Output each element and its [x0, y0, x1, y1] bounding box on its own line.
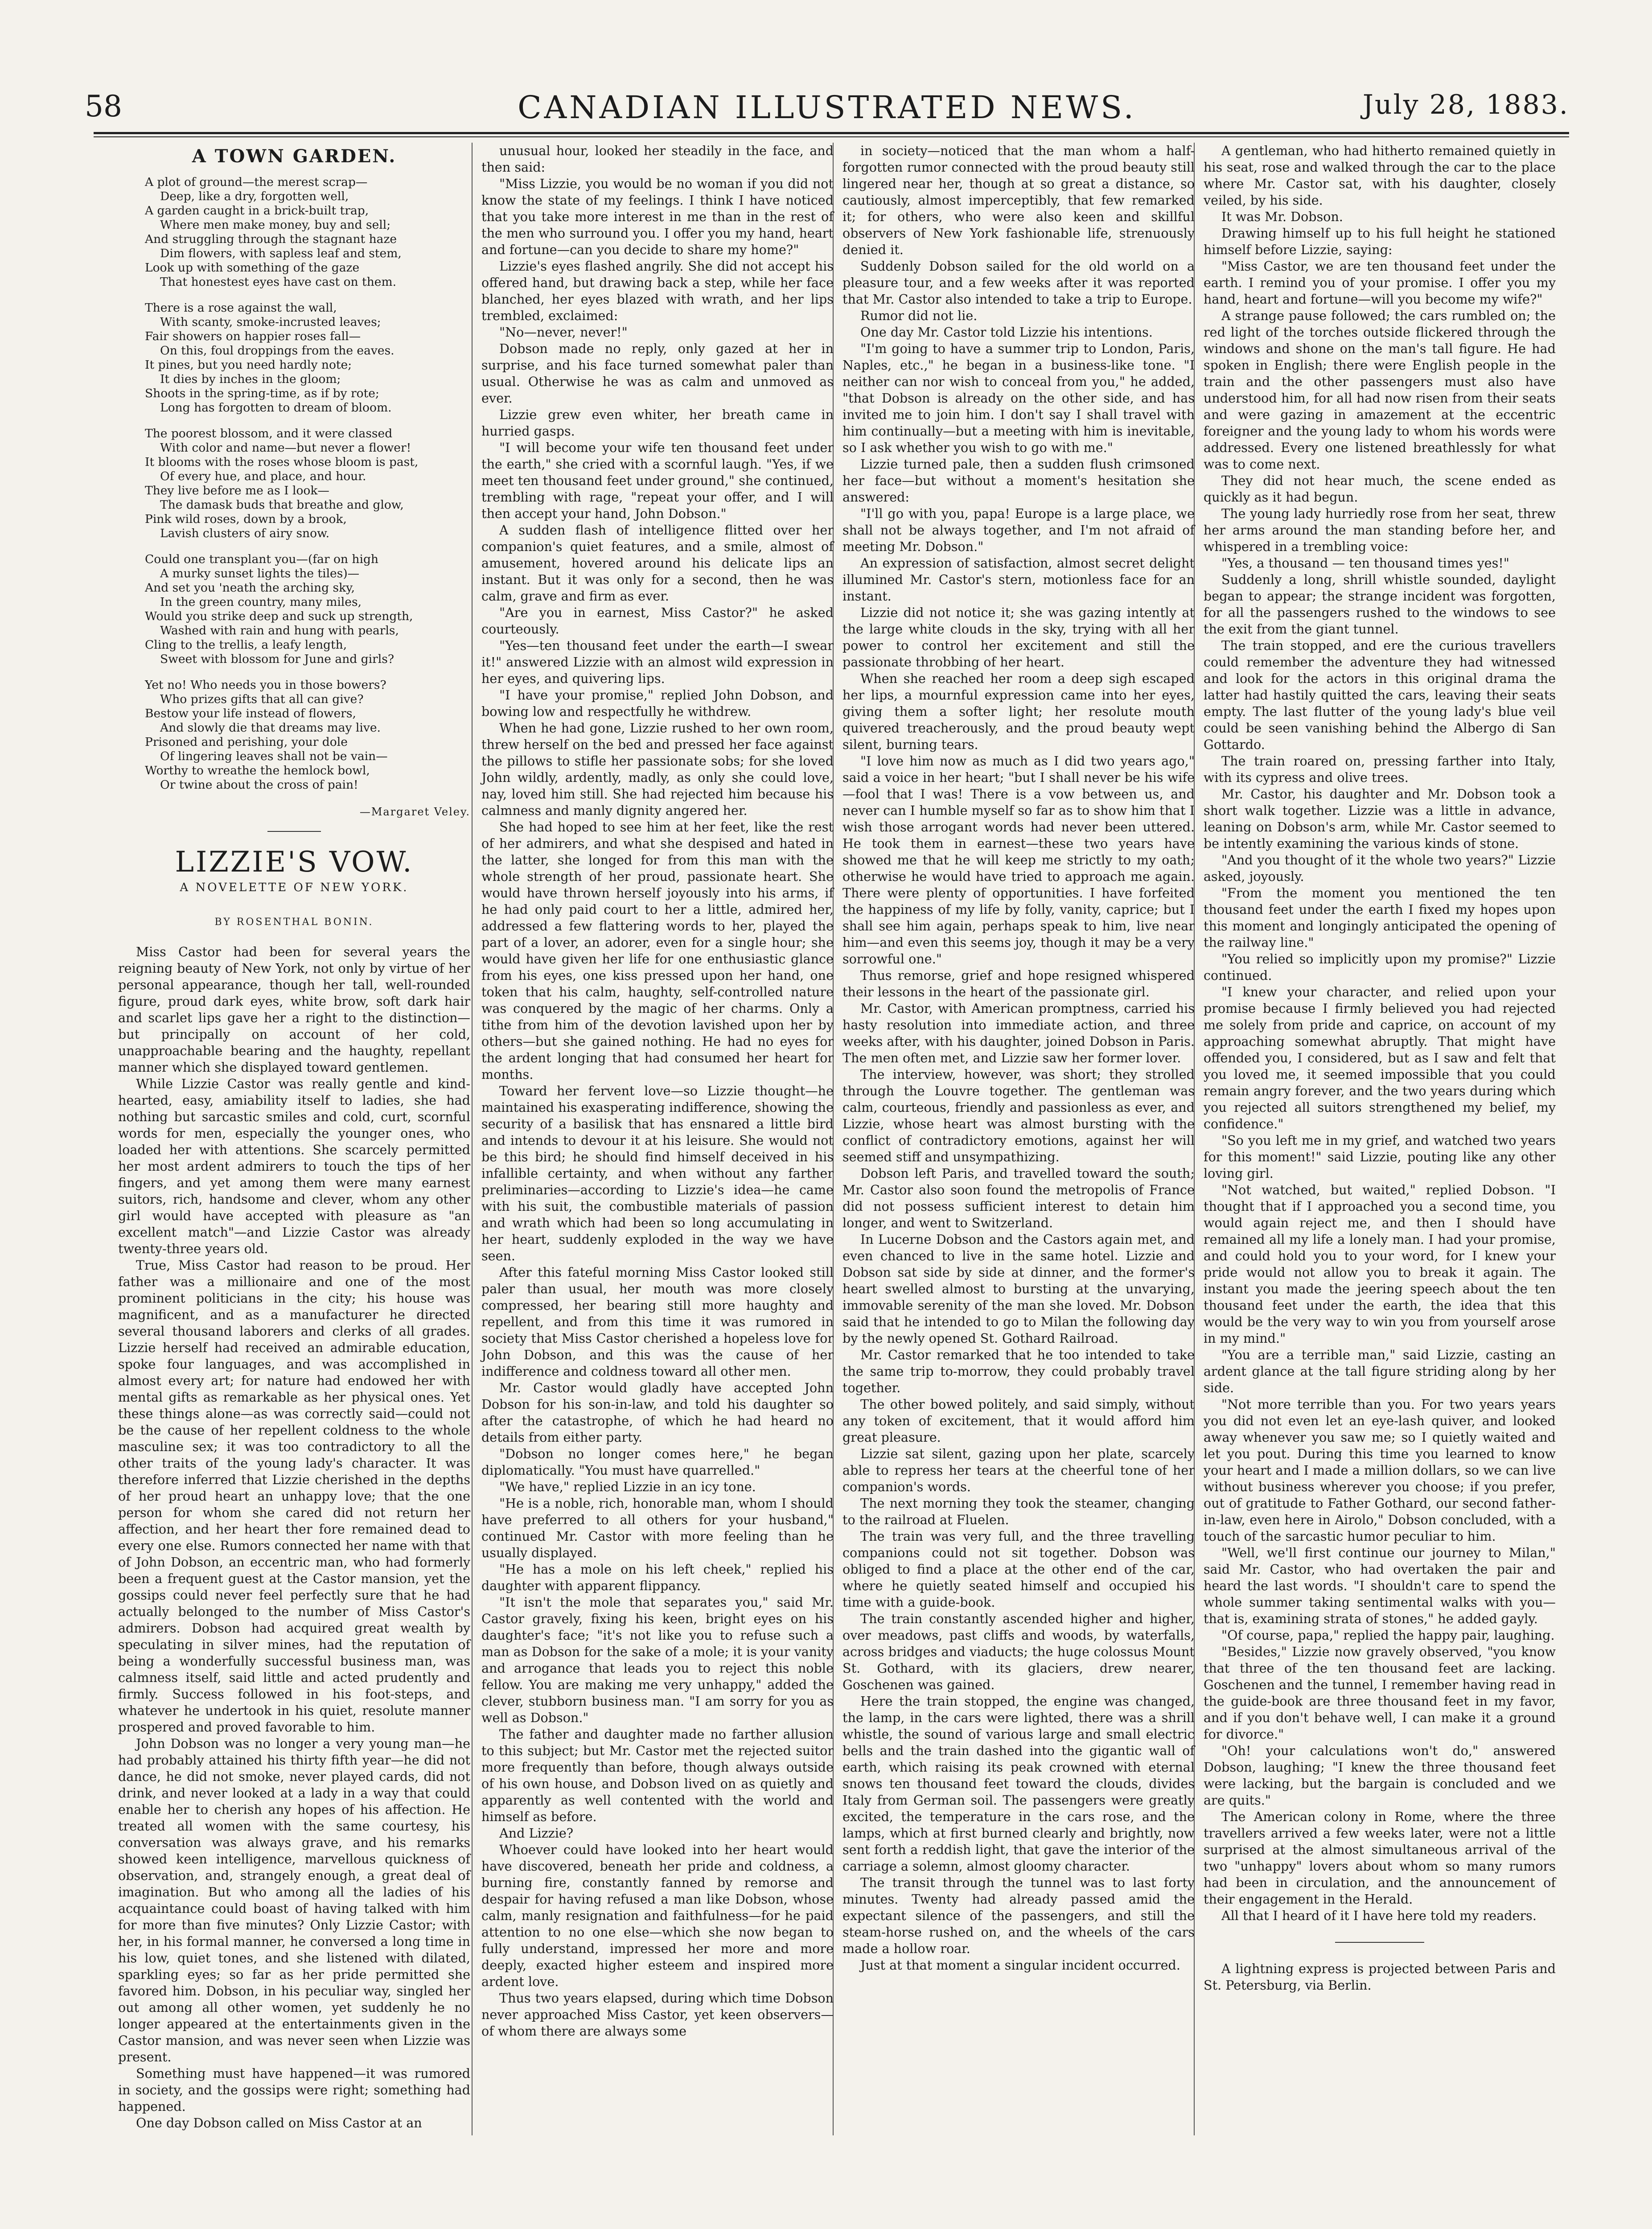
story-paragraph: One day Dobson called on Miss Castor at an — [136, 2115, 422, 2130]
story-paragraph: In Lucerne Dobson and the Castors again met, and even chanced to live in the same hotel. Lizzie and Dobson sat side by side at dinner, and the former's heart swelled almost to bursting at the unvarying, immovable serenity of the man she loved. Mr. Dobson said that he intended to go to Milan the following day by the newly opened St. Gothard Railroad. — [842, 1232, 1195, 1346]
story-paragraph: John Dobson was no longer a very young man—he had probably attained his thirty fifth year—he did not dance, he did not smoke, never played cards, did not drink, and never looked at a lady in a way that could enable her to cherish any hopes of his affection. He treated all women with the same courtesy, his conversation was always grave, and his remarks showed keen intelligence, marvellous quickness of observation, and, strangely enough, a great deal of imagination. But who among all the ladies of his acquaintance could boast of having talked with him for more than five minutes? Only Lizzie Castor; with her, in his formal manner, he conversed a long time in his low, quiet tones, and she listened with dilated, sparkling eyes; so far as her pride permitted she favored him. Dobson, in his peculiar way, singled her out among all other women, yet suddenly he no longer appeared at the entertainments given in the Castor mansion, and was never seen when Lizzie was present. — [118, 1736, 470, 2064]
story-paragraph: "Dobson no longer comes here," he began diplomatically. "You must have quarrelled." — [481, 1446, 834, 1478]
story-paragraph: Suddenly a long, shrill whistle sounded, daylight began to appear; the strange incident was forgotten, for all the passengers rushed to the windows to see the exit from the giant tunnel. — [1204, 572, 1556, 637]
story-paragraph: The other bowed politely, and said simply, without any token of excitement, that it would afford him great pleasure. — [842, 1397, 1195, 1445]
story-paragraph: Lizzie turned pale, then a sudden flush crimsoned her face—but without a moment's hesitation she answered: — [842, 456, 1195, 505]
story-paragraph: "I knew your character, and relied upon your promise because I firmly believed you had rejected me solely from pride and caprice, on account of my approaching somewhat abruptly. That might have offended you, I considered, but as I saw and felt that you loved me, it seemed impossible that you could remain angry forever, and the two years during which you rejected all suitors strengthened my belief, my confidence." — [1204, 984, 1556, 1131]
story-paragraph: While Lizzie Castor was really gentle and kind-hearted, easy, amiability itself to ladies, she had nothing but sarcastic smiles and cold, curt, scornful words for men, especially the younger ones, who loaded her with attentions. She scarcely permitted her most ardent admirers to touch the tips of her fingers, and yet among them were many earnest suitors, rich, handsome and clever, whom any other girl would have accepted with pleasure as "an excellent match"—and Lizzie Castor was already twenty-three years old. — [118, 1076, 470, 1256]
poem-line: It blooms with the roses whose bloom is past, — [145, 455, 419, 469]
poem-line: And slowly die that dreams may live. — [160, 721, 381, 735]
story-paragraph: After this fateful morning Miss Castor looked still paler than usual, her mouth was more closely compressed, her bearing still more haughty and repellent, and from this time it was rumored in society that Miss Castor cherished a hopeless love for John Dobson, and this was the cause of her indifference and coldness toward all other men. — [481, 1265, 834, 1379]
story-subtitle: A NOVELETTE OF NEW YORK. — [180, 881, 409, 894]
story-paragraph: Rumor did not lie. — [860, 308, 978, 323]
story-paragraph: "Yes, a thousand — ten thousand times yes!" — [1221, 555, 1510, 571]
poem-line: Could one transplant you—(far on high — [145, 552, 378, 566]
story-paragraph: "You relied so implicitly upon my promise?" Lizzie continued. — [1204, 951, 1556, 983]
story-paragraph: Thus two years elapsed, during which time Dobson never approached Miss Castor, yet keen observers—of whom there are always some — [481, 1990, 834, 2039]
story-title: LIZZIE'S VOW. — [175, 846, 414, 879]
story-paragraph: The train was very full, and the three travelling companions could not sit together. Dobson was obliged to find a place at the other end of the car, where he quietly seated himself and occupied his time with a guide-book. — [842, 1529, 1195, 1610]
story-paragraph: Mr. Castor would gladly have accepted John Dobson for his son-in-law, and told his daughter so after the catastrophe, of which he had heard no details from either party. — [481, 1380, 834, 1445]
story-paragraph: "I'll go with you, papa! Europe is a large place, we shall not be always together, and I'm not afraid of meeting Mr. Dobson." — [842, 506, 1195, 554]
poem-line: Fair showers on happier roses fall— — [145, 329, 361, 343]
story-paragraph: Dobson made no reply, only gazed at her in surprise, and his face turned somewhat paler than usual. Otherwise he was as calm and unmoved as ever. — [481, 341, 834, 406]
poem-line: Lavish clusters of airy snow. — [160, 526, 330, 540]
column-4 — [1204, 143, 1556, 1994]
poem-stanza — [145, 427, 470, 541]
poem-line: It dies by inches in the gloom; — [160, 372, 341, 386]
poem-line: With scanty, smoke-incrusted leaves; — [160, 315, 381, 329]
header-rule-top — [94, 132, 1569, 134]
news-note-text: A lightning express is projected between Paris and St. Petersburg, via Berlin. — [1204, 1961, 1556, 1993]
story-paragraph: Lizzie's eyes flashed angrily. She did not accept his offered hand, but drawing back a step, while her face blanched, her eyes blazed with wrath, and her lips trembled, exclaimed: — [481, 259, 834, 323]
story-paragraph: "It isn't the mole that separates you," said Mr. Castor gravely, fixing his keen, bright eyes on his daughter's face; "it's not like you to refuse such a man as Dobson for the sake of a mole; it is your vanity and arrogance that leads you to reject this noble fellow. You are making me very unhappy," added the clever, stubborn business man. "I am sorry for you as well as Dobson." — [481, 1595, 834, 1725]
poem-line: There is a rose against the wall, — [145, 301, 337, 315]
poem-line: Pink wild roses, down by a brook, — [145, 512, 347, 526]
poem-line: Would you strike deep and suck up strength, — [145, 609, 413, 623]
section-divider — [1335, 1942, 1424, 1943]
story-paragraph: "Not watched, but waited," replied Dobson. "I thought that if I approached you a second time, you would again reject me, and then I should have remained all my life a lonely man. I had your promise, and could hold you to your word, for I knew your pride would not allow you to break it again. The instant you made the jeering speech about the ten thousand feet under the earth, the idea that this would be the very way to win you from yourself arose in my mind." — [1204, 1182, 1556, 1346]
poem-line: Yet no! Who needs you in those bowers? — [145, 678, 386, 692]
poem-line: In the green country, many miles, — [160, 595, 362, 609]
story-paragraph: Mr. Castor, his daughter and Mr. Dobson took a short walk together. Lizzie was a little in advance, leaning on Dobson's arm, while Mr. Castor seemed to be intently examining the various kinds of stone. — [1204, 786, 1556, 851]
column-divider — [472, 143, 473, 2135]
story-paragraph: Dobson left Paris, and travelled toward the south; Mr. Castor also soon found the metropolis of France did not possess sufficient interest to detain him longer, and went to Switzerland. — [842, 1166, 1195, 1230]
story-paragraph: "I'm going to have a summer trip to London, Paris, Naples, etc.," he began in a business-like tone. "I neither can nor wish to conceal from you," he added, "that Dobson is already on the other side, and has invited me to join him. I don't say I shall travel with him continually—but a meeting with him is inevitable, so I ask whether you wish to go with me." — [842, 341, 1195, 455]
story-paragraph: "He has a mole on his left cheek," replied his daughter with apparent flippancy. — [481, 1562, 834, 1593]
story-text-col4 — [1204, 143, 1556, 1924]
story-paragraph: An expression of satisfaction, almost secret delight illumined Mr. Castor's stern, motionless face for an instant. — [842, 555, 1195, 604]
story-paragraph: "I love him now as much as I did two years ago," said a voice in her heart; "but I shall never be his wife—fool that I was! There is a vow between us, and never can I humble myself so far as to show him that I wish those arrogant words had never been uttered. He took them in earnest—these two years have showed me that he will keep me strictly to my oath; otherwise he would have tried to approach me again. There were plenty of opportunities. I have forfeited the happiness of my life by folly, vanity, caprice; but I shall see him again, perhaps speak to him, live near him—and even this seems joy, though it may be a very sorrowful one." — [842, 753, 1195, 966]
poem-stanza — [145, 301, 470, 415]
column-3 — [842, 143, 1195, 1974]
header-rule-bottom — [94, 136, 1569, 137]
poem-line: A plot of ground—the merest scrap— — [145, 175, 368, 189]
story-paragraph: She had hoped to see him at her feet, like the rest of her admirers, and what she despised and hated in the latter, she longed for from this man with the whole strength of her proud, passionate heart. She would have thrown herself joyously into his arms, if he had only paid court to her a little, admired her, addressed a few flattering words to her, played the part of a lover, an adorer, even for a single hour; she would have given her life for one enthusiastic glance from his eyes, one kiss pressed upon her hand, one token that his calm, haughty, self-controlled nature was conquered by the magic of her charms. Only a tithe from him of the devotion lavished upon her by others—but she gained nothing. He had no eyes for the ardent longing that had consumed her heart for months. — [481, 819, 834, 1082]
poem-body — [118, 175, 470, 792]
story-paragraph: "You are a terrible man," said Lizzie, casting an ardent glance at the tall figure striding along by her side. — [1204, 1347, 1556, 1395]
poem-line: Or twine about the cross of pain! — [160, 778, 358, 792]
poem-line: A murky sunset lights the tiles)— — [160, 567, 360, 580]
poem-line: It pines, but you need hardly note; — [145, 358, 352, 372]
poem-line: And struggling through the stagnant haze — [145, 232, 397, 246]
poem-line: With color and name—but never a flower! — [160, 441, 411, 455]
poem-line: Who prizes gifts that all can give? — [160, 692, 364, 706]
story-paragraph: The young lady hurriedly rose from her seat, threw her arms around the man standing before her, and whispered in a trembling voice: — [1204, 506, 1556, 554]
poem-line: Deep, like a dry, forgotten well, — [160, 189, 349, 203]
poem-author: —Margaret Veley. — [359, 806, 470, 818]
story-paragraph: "Miss Castor, we are ten thousand feet under the earth. I remind you of your promise. I offer you my hand, heart and fortune—will you become my wife?" — [1204, 259, 1556, 307]
story-paragraph: Something must have happened—it was rumored in society, and the gossips were right; something had happened. — [118, 2066, 470, 2114]
story-paragraph: "Yes—ten thousand feet under the earth—I swear it!" answered Lizzie with an almost wild expression in her eyes, and quivering lips. — [481, 638, 834, 686]
story-paragraph: Drawing himself up to his full height he stationed himself before Lizzie, saying: — [1204, 226, 1556, 257]
story-paragraph: The train constantly ascended higher and higher, over meadows, past cliffs and woods, by waterfalls, across bridges and viaducts; the huge colossus Mount St. Gothard, with its glaciers, drew nearer, Goschenen was gained. — [842, 1611, 1195, 1692]
poem-line: Where men make money, buy and sell; — [160, 218, 391, 232]
story-paragraph: "No—never, never!" — [499, 325, 628, 340]
story-paragraph: Mr. Castor, with American promptness, carried his hasty resolution into immediate action, and three weeks after, with his daughter, joined Dobson in Paris. The men often met, and Lizzie saw her former lover. — [842, 1001, 1195, 1065]
story-paragraph: Lizzie did not notice it; she was gazing intently at the large white clouds in the sky, trying with all her power to control her excitement and still the passionate throbbing of her heart. — [842, 605, 1195, 670]
poem-stanza — [145, 175, 470, 289]
story-paragraph: "I will become your wife ten thousand feet under the earth," she cried with a scornful laugh. "Yes, if we meet ten thousand feet under ground," she continued, trembling with rage, "repeat your offer, and I will then accept your hand, John Dobson." — [481, 440, 834, 521]
story-paragraph: The next morning they took the steamer, changing to the railroad at Fluelen. — [842, 1496, 1195, 1527]
poem-line: Bestow your life instead of flowers, — [145, 707, 356, 720]
story-paragraph: "Of course, papa," replied the happy pair, laughing. — [1221, 1628, 1555, 1643]
story-paragraph: A strange pause followed; the cars rumbled on; the red light of the torches outside flickered through the windows and shone on the man's tall figure. He had spoken in English; there were English people in the train and the other passengers must also have understood him, for all had now risen from their seats and were gazing in amazement at the eccentric foreigner and the young lady to whom his words were addressed. Every one listened breathlessly for what was to come next. — [1204, 308, 1556, 472]
poem-stanza — [145, 552, 470, 666]
story-paragraph: in society—noticed that the man whom a half-forgotten rumor connected with the proud beauty still lingered near her, though at so great a distance, so cautiously, almost imperceptibly, that few remarked it; for others, who were also keen and skillful observers of New York fashionable life, strenuously denied it. — [842, 143, 1195, 257]
story-paragraph: And Lizzie? — [499, 1826, 574, 1841]
newspaper-title: CANADIAN ILLUSTRATED NEWS. — [518, 89, 1136, 126]
poem-line: On this, foul droppings from the eaves. — [160, 344, 395, 358]
story-paragraph: A gentleman, who had hitherto remained quietly in his seat, rose and walked through the car to the place where Mr. Castor sat, with his daughter, closely veiled, by his side. — [1204, 143, 1556, 208]
story-text-col2 — [481, 143, 834, 2040]
story-paragraph: Mr. Castor remarked that he too intended to take the same trip to-morrow, they could probably travel together. — [842, 1347, 1195, 1395]
poem-line: They live before me as I look— — [145, 484, 329, 498]
poem-line: The poorest blossom, and it were classed — [145, 427, 393, 440]
story-paragraph: "Not more terrible than you. For two years years you did not even let an eye-lash quiver, and looked away whenever you saw me; so I quietly waited and let you pout. During this time you learned to know your heart and I made a million dollars, so we can live without business wherever you choose; if you prefer, out of gratitude to Father Gothard, our second father-in-law, even here in Airolo," Dobson concluded, with a touch of the sarcastic humor peculiar to him. — [1204, 1397, 1556, 1544]
poem-line: Of lingering leaves shall not be vain— — [160, 749, 388, 763]
story-paragraph: The transit through the tunnel was to last forty minutes. Twenty had already passed amid the expectant silence of the passengers, and still the steam-horse rushed on, and the wheels of the cars made a hollow roar. — [842, 1875, 1195, 1956]
story-paragraph: The train roared on, pressing farther into Italy, with its cypress and olive trees. — [1204, 753, 1556, 785]
story-paragraph: "From the moment you mentioned the ten thousand feet under the earth I fixed my hopes upon this moment and longingly anticipated the opening of the railway line." — [1204, 885, 1556, 950]
story-paragraph: Just at that moment a singular incident occurred. — [860, 1958, 1180, 1973]
column-2 — [481, 143, 834, 2040]
story-paragraph: The American colony in Rome, where the three travellers arrived a few weeks later, were not a little surprised at the almost simultaneous arrival of the two "unhappy" lovers about whom so many rumors had been in circulation, and the announcement of their engagement in the Herald. — [1204, 1809, 1556, 1907]
story-paragraph: "He is a noble, rich, honorable man, whom I should have preferred to all others for your husband," continued Mr. Castor with more feeling than he usually displayed. — [481, 1496, 834, 1560]
story-paragraph: "I have your promise," replied John Dobson, and bowing low and respectfully he withdrew. — [481, 687, 834, 719]
poem-line: Look up with something of the gaze — [145, 261, 360, 275]
poem-line: Dim flowers, with sapless leaf and stem, — [160, 247, 402, 260]
poem-line: Prisoned and perishing, your dole — [145, 735, 348, 749]
poem-line: A garden caught in a brick-built trap, — [145, 204, 369, 218]
issue-date: July 28, 1883. — [1362, 89, 1569, 120]
story-paragraph: Here the train stopped, the engine was changed, the lamp, in the cars were lighted, there was a shrill whistle, the sound of various large and small electric bells and the train dashed into the gigantic wall of earth, which raising its peak crowned with eternal snows ten thousand feet toward the clouds, divides Italy from German soil. The passengers were greatly excited, the temperature in the cars rose, and the lamps, which at first burned clearly and brightly, now sent forth a reddish light, that gave the interior of the carriage a solemn, almost gloomy character. — [842, 1694, 1195, 1874]
poem-line: Long has forgotten to dream of bloom. — [160, 401, 392, 415]
story-paragraph: "So you left me in my grief, and watched two years for this moment!" said Lizzie, pouting like any other loving girl. — [1204, 1133, 1556, 1181]
story-paragraph: unusual hour, looked her steadily in the face, and then said: — [481, 143, 834, 175]
story-text-col1 — [118, 944, 470, 2131]
page-header — [85, 89, 1569, 129]
section-divider — [267, 831, 321, 832]
story-paragraph: "We have," replied Lizzie in an icy tone. — [499, 1479, 756, 1494]
news-note — [1204, 1961, 1556, 1994]
story-paragraph: It was Mr. Dobson. — [1221, 209, 1343, 224]
story-paragraph: "Besides," Lizzie now gravely observed, "you know that three of the ten thousand feet are lacking. Goschenen and the tunnel, I remember having read in the guide-book are three thousand feet in my favor, and if you don't behave well, I can make it a ground for divorce." — [1204, 1644, 1556, 1742]
poem-line: Worthy to wreathe the hemlock bowl, — [145, 764, 370, 777]
poem-line: Of every hue, and place, and hour. — [160, 469, 366, 483]
story-paragraph: "Well, we'll first continue our journey to Milan," said Mr. Castor, who had overtaken the pair and heard the last words. "I shouldn't care to spend the whole summer taking sentimental walks with you—that is, examining strata of stones," he added gayly. — [1204, 1545, 1556, 1626]
poem-line: Sweet with blossom for June and girls? — [160, 652, 395, 666]
story-paragraph: The train stopped, and ere the curious travellers could remember the adventure they had witnessed and look for the actors in this original drama the latter had hastily quitted the cars, leaving their seats empty. The last flutter of the young lady's blue veil could be seen vanishing behind the Albergo di San Gottardo. — [1204, 638, 1556, 752]
story-paragraph: Thus remorse, grief and hope resigned whispered their lessons in the heart of the passionate girl. — [842, 968, 1195, 999]
story-paragraph: Suddenly Dobson sailed for the old world on a pleasure tour, and a few weeks after it was reported that Mr. Castor also intended to take a trip to Europe. — [842, 259, 1195, 307]
story-paragraph: The father and daughter made no farther allusion to this subject; but Mr. Castor met the rejected suitor more frequently than before, though always outside of his own house, and Dobson lived on as quietly and apparently as well contented with the world and himself as before. — [481, 1727, 834, 1824]
story-paragraph: Lizzie sat silent, gazing upon her plate, scarcely able to repress her tears at the cheerful tone of her companion's words. — [842, 1446, 1195, 1494]
story-paragraph: Lizzie grew even whiter, her breath came in hurried gasps. — [481, 407, 834, 439]
poem-title: A TOWN GARDEN. — [192, 146, 397, 167]
column-1 — [118, 143, 470, 2131]
page-number: 58 — [85, 89, 122, 123]
story-paragraph: They did not hear much, the scene ended as quickly as it had begun. — [1204, 473, 1556, 505]
story-paragraph: All that I heard of it I have here told my readers. — [1221, 1908, 1537, 1923]
story-paragraph: Whoever could have looked into her heart would have discovered, beneath her pride and coldness, a burning fire, constantly fanned by remorse and despair for having refused a man like Dobson, whose calm, manly resignation and faithfulness—for he paid attention to no one else—which she now began to fully understand, impressed her more and more deeply, exacted higher esteem and inspired more ardent love. — [481, 1842, 834, 1989]
poem-line: And set you 'neath the arching sky, — [145, 581, 355, 595]
story-paragraph: "And you thought of it the whole two years?" Lizzie asked, joyously. — [1204, 852, 1556, 884]
poem-line: Cling to the trellis, a leafy length, — [145, 638, 347, 652]
story-paragraph: When she reached her room a deep sigh escaped her lips, a mournful expression came into her eyes, giving them a softer light; her resolute mouth quivered treacherously, and the proud beauty wept silent, burning tears. — [842, 671, 1195, 752]
story-byline: BY ROSENTHAL BONIN. — [214, 917, 374, 928]
story-paragraph: "Oh! your calculations won't do," answered Dobson, laughing; "I knew the three thousand feet were lacking, but the bargain is concluded and we are quits." — [1204, 1743, 1556, 1808]
poem-stanza — [145, 678, 470, 792]
story-paragraph: Toward her fervent love—so Lizzie thought—he maintained his exasperating indifference, showing the security of a basilisk that has ensnared a little bird and intends to devour it at his leisure. She would not be this bird; he should find himself deceived in his infallible certainty, and when without any farther preliminaries—according to Lizzie's idea—he came with his suit, the combustible materials of passion and wrath which had been so long accumulating in her heart, suddenly exploded in the way we have seen. — [481, 1083, 834, 1263]
poem-line: That honestest eyes have cast on them. — [160, 275, 396, 289]
story-paragraph: When he had gone, Lizzie rushed to her own room, threw herself on the bed and pressed her face against the pillows to stifle her passionate sobs; for she loved John wildly, ardently, madly, as only she could love, nay, loved him still. She had rejected him because his calmness and manly dignity angered her. — [481, 720, 834, 818]
poem-line: Washed with rain and hung with pearls, — [160, 624, 399, 637]
poem-line: Shoots in the spring-time, as if by rote; — [145, 387, 379, 400]
story-paragraph: One day Mr. Castor told Lizzie his intentions. — [860, 325, 1153, 340]
story-text-col3 — [842, 143, 1195, 1974]
story-paragraph: A sudden flash of intelligence flitted over her companion's quiet features, and a smile, almost of amusement, hovered around his delicate lips an instant. But it was only for a second, then he was calm, grave and firm as ever. — [481, 522, 834, 604]
story-paragraph: The interview, however, was short; they strolled through the Louvre together. The gentleman was calm, courteous, friendly and passionless as ever, and Lizzie, whose heart was almost bursting with the conflict of contradictory emotions, against her will seemed stiff and unsympathizing. — [842, 1067, 1195, 1164]
story-paragraph: True, Miss Castor had reason to be proud. Her father was a millionaire and one of the most prominent politicians in the city; his house was magnificent, and as a manufacturer he directed several thousand laborers and clerks of all grades. Lizzie herself had received an admirable education, spoke four languages, and was accomplished in almost every art; for nature had endowed her with mental gifts as remarkable as her physical ones. Yet these things alone—as was correctly said—could not be the cause of her repellent coldness to the whole masculine sex; it was too contradictory to all the other traits of the young lady's character. It was therefore inferred that Lizzie cherished in the depths of her proud heart an unhappy love; that the one person for whom she cared did not return her affection, and her heart ther fore remained dead to every one else. Rumors connected her name with that of John Dobson, an eccentric man, who had formerly been a frequent guest at the Castor mansion, yet the gossips could never feel perfectly sure that he had actually belonged to the number of Miss Castor's admirers. Dobson had acquired great wealth by speculating in silver mines, had the reputation of being a wonderfully successful business man, was calmness itself, said little and acted prudently and firmly. Success followed in his foot-steps, and whatever he undertook in his quiet, resolute manner prospered and proved favorable to him. — [118, 1258, 470, 1735]
story-paragraph: "Are you in earnest, Miss Castor?" he asked courteously. — [481, 605, 834, 637]
story-paragraph: Miss Castor had been for several years the reigning beauty of New York, not only by virtue of her personal appearance, though her tall, well-rounded figure, proud dark eyes, white brow, soft dark hair and scarlet lips gave her a right to the distinction—but principally on account of her cold, unapproachable bearing and the haughty, repellant manner which she displayed toward gentlemen. — [118, 944, 470, 1075]
poem-line: The damask buds that breathe and glow, — [160, 498, 404, 512]
story-paragraph: "Miss Lizzie, you would be no woman if you did not know the state of my feelings. I think I have noticed that you take more interest in me than in the rest of the men who surround you. I offer you my hand, heart and fortune—can you decide to share my home?" — [481, 176, 834, 257]
